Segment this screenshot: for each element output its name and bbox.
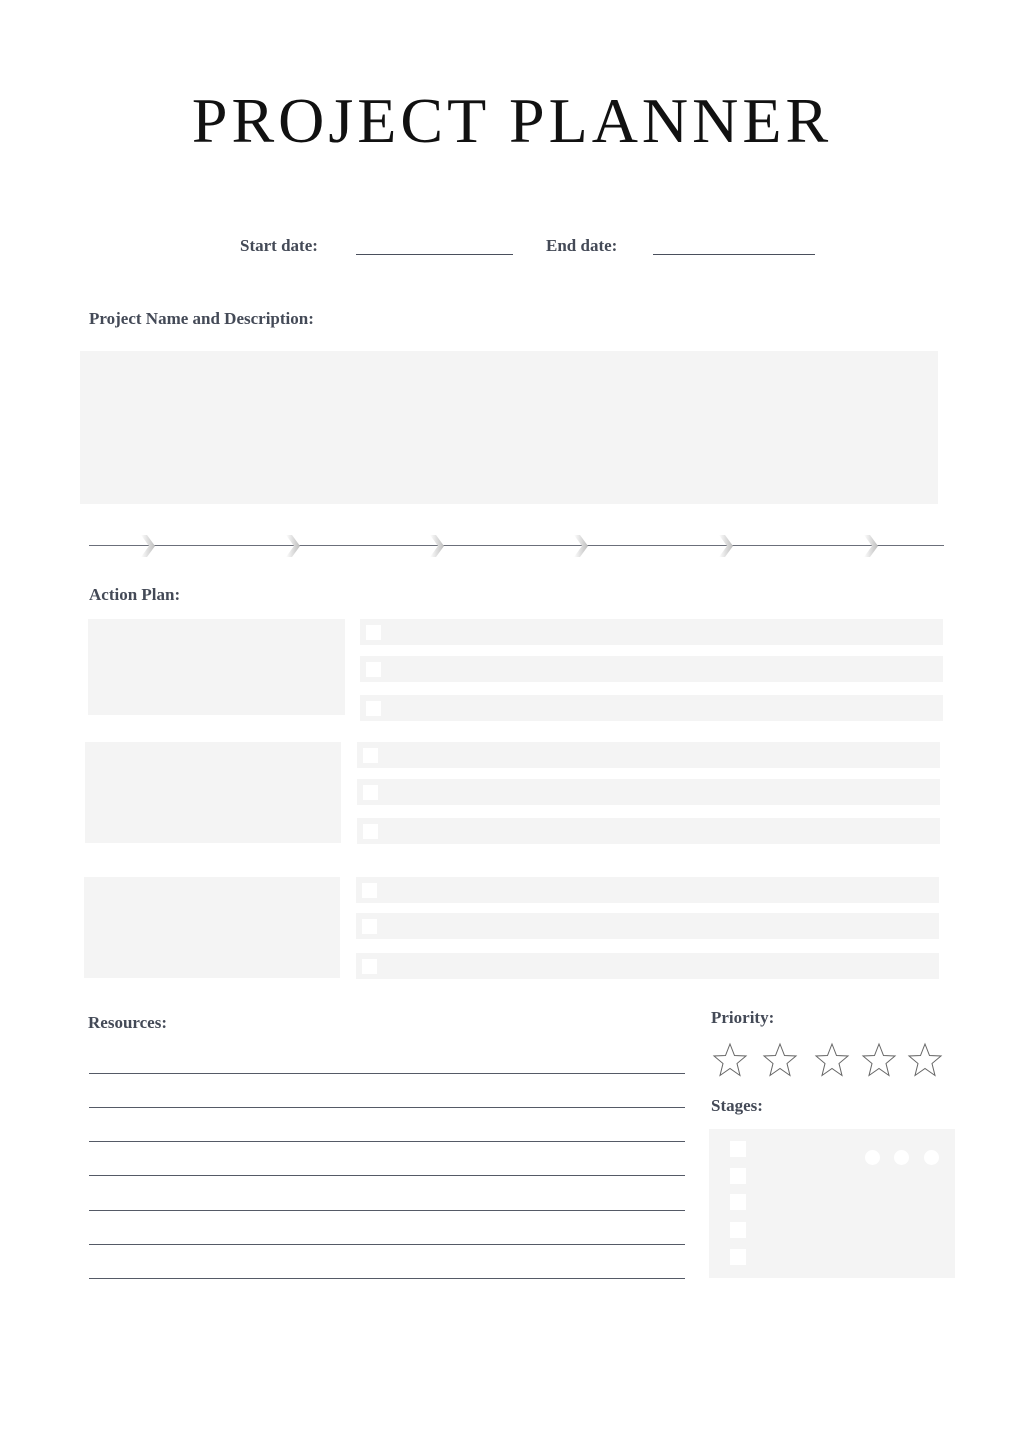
task-row[interactable] [357, 742, 940, 768]
task-checkbox[interactable] [366, 701, 381, 716]
task-row[interactable] [357, 779, 940, 805]
start-date-field[interactable] [356, 254, 513, 255]
stage-checkbox[interactable] [730, 1194, 746, 1210]
star-icon[interactable] [814, 1042, 850, 1078]
resource-line[interactable] [89, 1244, 685, 1245]
chevron-right-icon [574, 535, 588, 557]
task-row[interactable] [356, 953, 939, 979]
star-icon[interactable] [861, 1042, 897, 1078]
page-title: PROJECT PLANNER [191, 85, 833, 156]
task-row[interactable] [356, 913, 939, 939]
end-date-label: End date: [546, 236, 618, 255]
resource-line[interactable] [89, 1175, 685, 1176]
action-step-box[interactable] [85, 742, 341, 843]
resource-line[interactable] [89, 1107, 685, 1108]
star-icon[interactable] [907, 1042, 943, 1078]
task-row[interactable] [360, 656, 943, 682]
chevron-right-icon [864, 535, 878, 557]
chevron-right-icon [719, 535, 733, 557]
task-checkbox[interactable] [362, 883, 377, 898]
task-row[interactable] [360, 619, 943, 645]
stage-dot [924, 1150, 939, 1165]
task-checkbox[interactable] [366, 662, 381, 677]
task-row[interactable] [356, 877, 939, 903]
stage-dot [894, 1150, 909, 1165]
priority-label: Priority: [711, 1008, 775, 1027]
task-checkbox[interactable] [362, 919, 377, 934]
action-step-box[interactable] [84, 877, 340, 978]
task-row[interactable] [357, 818, 940, 844]
action-plan-label: Action Plan: [89, 585, 181, 604]
stage-checkbox[interactable] [730, 1249, 746, 1265]
resource-line[interactable] [89, 1073, 685, 1074]
star-icon[interactable] [762, 1042, 798, 1078]
stage-dot [865, 1150, 880, 1165]
task-row[interactable] [360, 695, 943, 721]
task-checkbox[interactable] [363, 748, 378, 763]
stage-checkbox[interactable] [730, 1141, 746, 1157]
resource-line[interactable] [89, 1278, 685, 1279]
task-checkbox[interactable] [363, 785, 378, 800]
resource-line[interactable] [89, 1141, 685, 1142]
end-date-field[interactable] [653, 254, 815, 255]
description-label: Project Name and Description: [89, 309, 314, 328]
chevron-right-icon [430, 535, 444, 557]
task-checkbox[interactable] [363, 824, 378, 839]
timeline-line [89, 545, 944, 546]
chevron-right-icon [286, 535, 300, 557]
task-checkbox[interactable] [366, 625, 381, 640]
action-step-box[interactable] [88, 619, 345, 715]
stage-checkbox[interactable] [730, 1168, 746, 1184]
star-icon[interactable] [712, 1042, 748, 1078]
stages-label: Stages: [711, 1096, 763, 1115]
start-date-label: Start date: [240, 236, 318, 255]
stage-checkbox[interactable] [730, 1222, 746, 1238]
description-box[interactable] [80, 351, 938, 504]
resources-label: Resources: [88, 1013, 167, 1032]
resource-line[interactable] [89, 1210, 685, 1211]
task-checkbox[interactable] [362, 959, 377, 974]
chevron-right-icon [141, 535, 155, 557]
